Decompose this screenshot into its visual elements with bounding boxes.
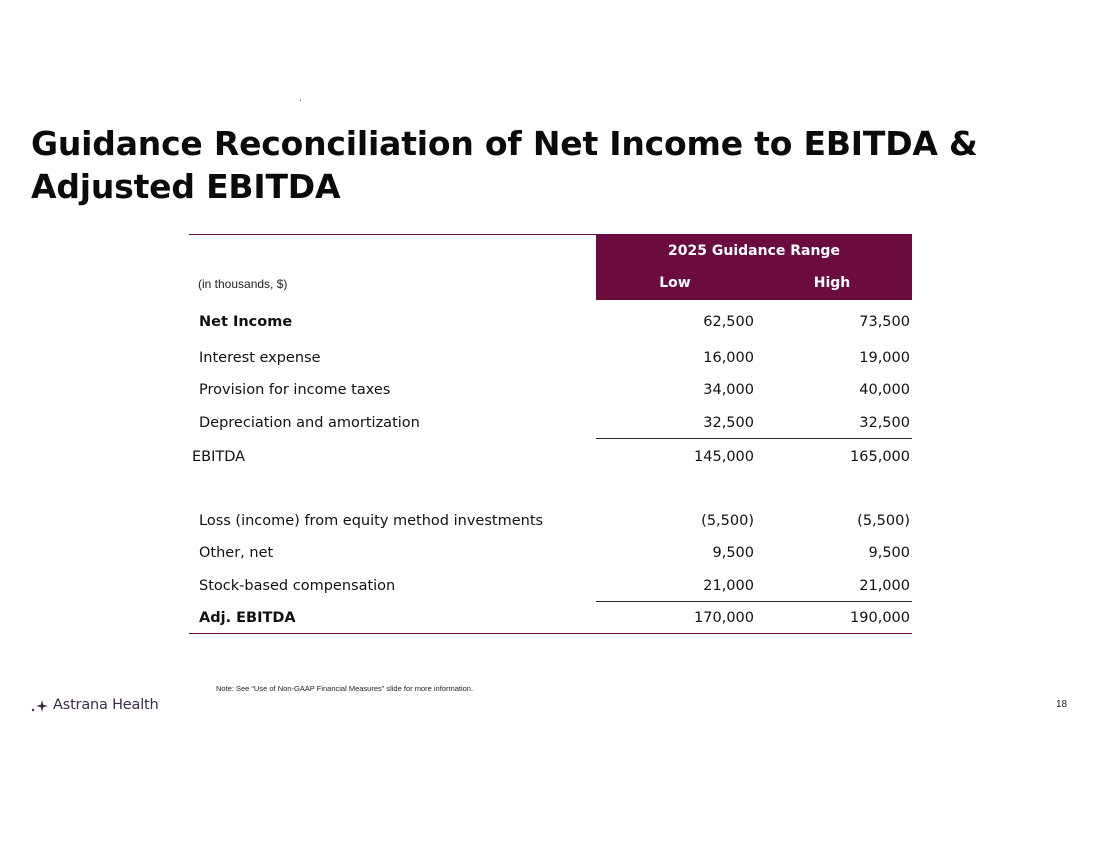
row-value-low: 170,000 [694, 610, 754, 626]
logo-text: Astrana Health [53, 697, 159, 713]
subtotal-rule-ebitda [596, 438, 912, 439]
row-value-high: 9,500 [868, 545, 910, 561]
row-label: Other, net [199, 545, 274, 561]
guidance-header [596, 234, 912, 300]
table-row-other-net [189, 541, 912, 565]
row-label: Adj. EBITDA [199, 610, 296, 626]
table-row-depreciation [189, 411, 912, 435]
row-value-high: 21,000 [859, 578, 910, 594]
row-value-low: (5,500) [701, 513, 754, 529]
slide-title: Guidance Reconciliation of Net Income to EBITDA & Adjusted EBITDA [31, 124, 978, 206]
unit-label: (in thousands, $) [198, 277, 288, 291]
table-bottom-rule [189, 633, 912, 634]
astrana-sparkle-icon [31, 697, 49, 713]
decorative-dot [300, 100, 301, 101]
row-label: Depreciation and amortization [199, 415, 420, 431]
table-row-equity-method [189, 509, 912, 533]
row-label: Interest expense [199, 350, 321, 366]
guidance-range-header: 2025 Guidance Range [668, 243, 840, 259]
row-value-high: (5,500) [857, 513, 910, 529]
row-value-low: 32,500 [703, 415, 754, 431]
column-header-high: High [813, 275, 851, 291]
table-row-ebitda [189, 445, 912, 469]
row-value-high: 190,000 [850, 610, 910, 626]
row-value-low: 16,000 [703, 350, 754, 366]
page-number: 18 [1056, 699, 1068, 710]
subtotal-rule-adj-ebitda [596, 601, 912, 602]
row-value-low: 34,000 [703, 382, 754, 398]
footnote: Note: See “Use of Non-GAAP Financial Measures” slide for more information. [216, 684, 474, 693]
column-header-low: Low [659, 275, 691, 291]
row-value-low: 21,000 [703, 578, 754, 594]
row-label: Net Income [199, 314, 293, 330]
row-value-low: 62,500 [703, 314, 754, 330]
table-top-rule [189, 234, 596, 235]
row-label: EBITDA [192, 449, 246, 465]
table-row-interest-expense [189, 346, 912, 370]
row-label: Loss (income) from equity method investments [199, 513, 544, 529]
row-value-high: 40,000 [859, 382, 910, 398]
table-row-net-income [189, 310, 912, 334]
row-value-high: 73,500 [859, 314, 910, 330]
row-value-high: 19,000 [859, 350, 910, 366]
table-row-stock-comp [189, 574, 912, 598]
row-value-high: 165,000 [850, 449, 910, 465]
row-label: Provision for income taxes [199, 382, 391, 398]
company-logo [31, 695, 159, 715]
row-value-low: 145,000 [694, 449, 754, 465]
row-value-low: 9,500 [712, 545, 754, 561]
row-label: Stock-based compensation [199, 578, 396, 594]
row-value-high: 32,500 [859, 415, 910, 431]
reconciliation-table [189, 234, 912, 636]
table-row-income-taxes [189, 378, 912, 402]
table-row-adj-ebitda [189, 606, 912, 630]
